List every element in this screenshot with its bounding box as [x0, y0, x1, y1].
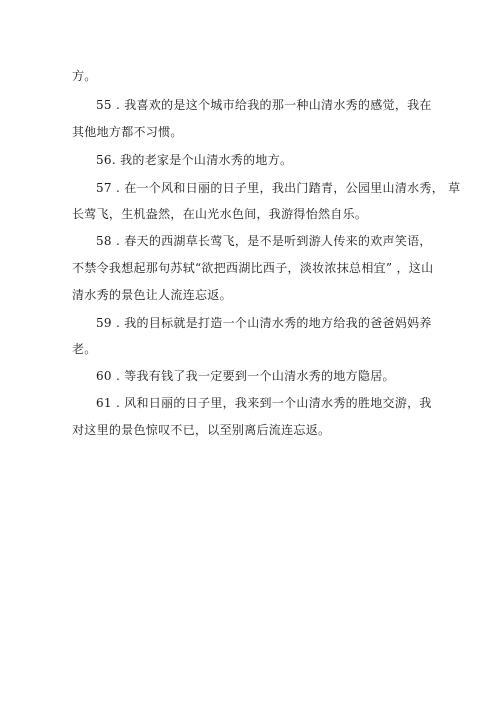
paragraph-61-line-2: 对这里的景色惊叹不已，以至别离后流连忘返。 — [72, 423, 331, 437]
paragraph-59-line-2: 老。 — [72, 342, 97, 356]
paragraph-56-line-1: 56. 我的老家是个山清水秀的地方。 — [96, 153, 293, 167]
paragraph-57-line-2: 长莺飞，生机盎然，在山光水色间，我游得怡然自乐。 — [72, 207, 368, 221]
paragraph-55-line-2: 其他地方都不习惯。 — [72, 125, 183, 139]
paragraph-55-line-1: 55 . 我喜欢的是这个城市给我的那一种山清水秀的感觉，我在 — [96, 98, 432, 112]
paragraph-58-line-3: 清水秀的景色让人流连忘返。 — [72, 288, 232, 302]
text-line: 方。 — [72, 69, 97, 83]
paragraph-59-line-1: 59 . 我的目标就是打造一个山清水秀的地方给我的爸爸妈妈养 — [96, 316, 432, 330]
paragraph-58-line-1: 58 . 春天的西湖草长莺飞，是不是听到游人传来的欢声笑语， — [96, 234, 432, 248]
paragraph-57-line-1: 57 . 在一个风和日丽的日子里，我出门踏青，公园里山清水秀， 草 — [96, 181, 461, 195]
paragraph-58-line-2: 不禁令我想起那句苏轼“欲把西湖比西子，淡妆浓抹总相宜” ，这山 — [72, 261, 434, 275]
paragraph-60-line-1: 60 . 等我有钱了我一定要到一个山清水秀的地方隐居。 — [96, 369, 395, 383]
paragraph-61-line-1: 61 . 风和日丽的日子里，我来到一个山清水秀的胜地交游，我 — [96, 396, 432, 410]
